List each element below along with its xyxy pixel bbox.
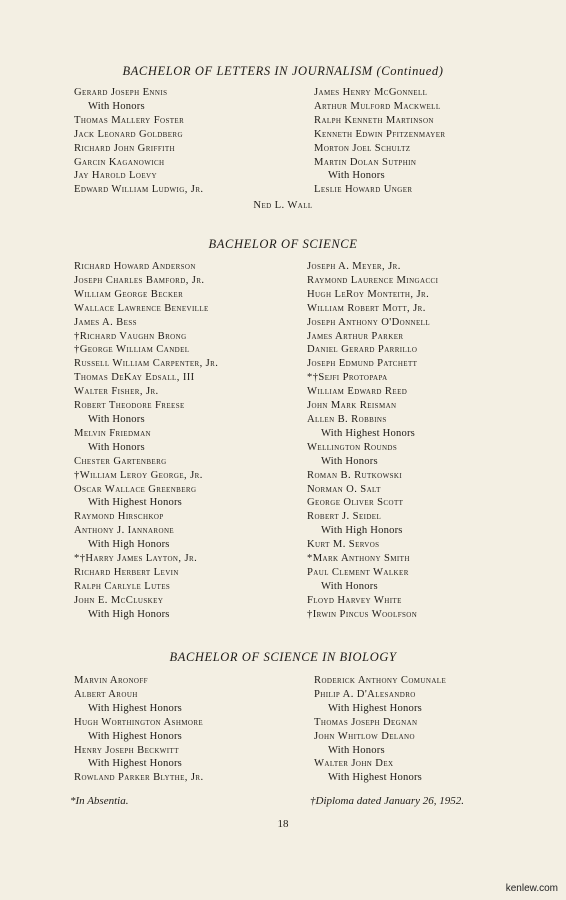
biology-right-column <box>314 674 446 785</box>
graduate-name <box>74 510 218 524</box>
honor-line: With Honors <box>321 455 378 467</box>
graduate-name-text: Robert J. Seidel <box>307 511 382 523</box>
graduate-name-text: Martin Dolan Sutphin <box>314 156 417 168</box>
graduate-name <box>314 100 446 114</box>
honor-line: With Honors <box>88 413 145 425</box>
graduate-name-text: Floyd Harvey White <box>307 594 402 606</box>
section-heading-science: BACHELOR OF SCIENCE <box>208 237 358 251</box>
graduate-name-text: Joseph Charles Bamford, Jr. <box>74 274 205 286</box>
honor-line: With Highest Honors <box>321 427 416 439</box>
graduate-name <box>314 688 446 702</box>
graduate-name <box>74 302 218 316</box>
graduate-name <box>307 343 438 357</box>
honor-line: With Highest Honors <box>88 730 183 742</box>
graduate-name <box>307 413 438 427</box>
graduate-name-text: Kurt M. Servos <box>307 539 380 551</box>
graduate-name <box>307 330 438 344</box>
honor-line: With High Honors <box>88 608 170 620</box>
graduate-name-text: Anthony J. Iannarone <box>74 525 175 537</box>
honor-line: With Honors <box>328 744 385 756</box>
honor-line: With High Honors <box>88 539 170 551</box>
graduate-name-text: Gerard Joseph Ennis <box>74 87 168 98</box>
graduate-name <box>314 156 446 170</box>
graduate-name <box>74 566 218 580</box>
graduate-name <box>307 441 438 455</box>
graduate-name <box>314 730 446 744</box>
journalism-left-column <box>74 86 203 197</box>
honor-line: With High Honors <box>321 525 403 537</box>
graduate-name <box>74 716 204 730</box>
graduate-name-text: Rowland Parker Blythe, Jr. <box>74 772 204 784</box>
science-right-column <box>307 260 438 622</box>
graduate-name <box>307 357 438 371</box>
graduate-name <box>307 260 438 274</box>
graduate-name <box>74 594 218 608</box>
graduate-name <box>74 114 203 128</box>
graduate-name-text: Walter John Dex <box>314 758 394 770</box>
graduate-name <box>74 385 218 399</box>
footnote-mark: *† <box>74 553 86 565</box>
graduate-name <box>74 183 203 197</box>
graduate-name <box>74 580 218 594</box>
graduate-name-text: John Whitlow Delano <box>314 730 415 742</box>
graduate-name-text: Jay Harold Loevy <box>74 170 157 182</box>
graduate-name-text: Thomas DeKay Edsall, III <box>74 372 195 384</box>
graduate-name-text: George William Candel <box>79 344 190 356</box>
graduate-name <box>74 128 203 142</box>
graduate-name-text: Robert Theodore Freese <box>74 400 185 412</box>
honor-line: With Honors <box>88 441 145 453</box>
graduate-name-text: Richard Herbert Levin <box>74 566 179 578</box>
graduate-name <box>74 469 218 483</box>
graduate-name <box>314 114 446 128</box>
graduate-name <box>307 288 438 302</box>
graduate-name-text: Leslie Howard Unger <box>314 184 413 196</box>
graduate-name-text: John E. McCluskey <box>74 594 164 606</box>
graduate-name <box>314 716 446 730</box>
graduate-name-text: Mark Anthony Smith <box>312 553 410 565</box>
honor-line: With Highest Honors <box>328 702 423 714</box>
graduate-name-text: Richard John Griffith <box>74 142 175 154</box>
graduate-name-text: Norman O. Salt <box>307 483 381 495</box>
graduate-name-text: Raymond Hirschkop <box>74 511 164 523</box>
graduate-name <box>314 757 446 771</box>
footnote-in-absentia: *In Absentia. <box>70 795 129 807</box>
graduate-name <box>74 86 203 100</box>
graduate-name <box>74 427 218 441</box>
graduate-name-text: Marvin Aronoff <box>74 675 148 686</box>
graduate-name-text: James A. Bess <box>74 316 137 328</box>
graduate-name-text: Hugh Worthington Ashmore <box>74 716 204 728</box>
graduate-name-text: Morton Joel Schultz <box>314 142 411 154</box>
graduate-name <box>314 674 446 688</box>
graduate-name-text: Russell William Carpenter, Jr. <box>74 358 219 370</box>
graduate-name <box>74 399 218 413</box>
graduate-name-text: Irwin Pincus Woolfson <box>312 608 418 620</box>
graduate-name-text: Wallace Lawrence Beneville <box>74 302 209 314</box>
graduate-name <box>307 399 438 413</box>
graduate-name <box>307 483 438 497</box>
honor-line: With Highest Honors <box>88 758 183 770</box>
graduate-name-text: Ralph Carlyle Lutes <box>74 580 171 592</box>
graduate-name-text: Thomas Mallery Foster <box>74 114 185 126</box>
graduate-name <box>74 688 204 702</box>
graduate-name-text: Hugh LeRoy Monteith, Jr. <box>307 288 430 300</box>
graduate-name-text: Albert Arouh <box>74 688 138 700</box>
graduate-name <box>314 128 446 142</box>
graduate-name <box>74 371 218 385</box>
graduate-name <box>307 566 438 580</box>
graduate-name <box>74 771 204 785</box>
footnote-mark: † <box>307 608 313 620</box>
graduate-name-text: Raymond Laurence Mingacci <box>307 274 439 286</box>
biology-left-column <box>74 674 204 785</box>
graduate-name <box>307 538 438 552</box>
graduate-name <box>74 357 218 371</box>
graduate-name <box>307 302 438 316</box>
footnote-mark: † <box>74 330 80 342</box>
graduate-name-text: James Henry McGonnell <box>314 87 428 98</box>
page-number: 18 <box>277 818 289 830</box>
graduate-name-text: Philip A. D'Alesandro <box>314 688 416 700</box>
graduate-name <box>307 608 438 622</box>
honor-line: With Highest Honors <box>88 702 183 714</box>
graduate-name-text: William Leroy George, Jr. <box>79 469 203 481</box>
graduate-name <box>74 552 218 566</box>
graduate-name-text: Roderick Anthony Comunale <box>314 675 447 686</box>
source-watermark: kenlew.com <box>505 883 558 894</box>
graduate-name <box>74 330 218 344</box>
graduate-name-text: Joseph A. Meyer, Jr. <box>307 261 401 272</box>
honor-line: With Highest Honors <box>88 497 183 509</box>
graduate-name <box>307 274 438 288</box>
graduate-name-text: Thomas Joseph Degnan <box>314 716 418 728</box>
graduate-name <box>74 455 218 469</box>
graduate-name-text: Allen B. Robbins <box>307 413 387 425</box>
journalism-centered-name: Ned L. Wall <box>253 200 313 211</box>
footnote-diploma-date: †Diploma dated January 26, 1952. <box>310 795 464 807</box>
graduate-name <box>307 510 438 524</box>
graduate-name <box>307 469 438 483</box>
graduate-name <box>74 524 218 538</box>
graduate-name-text: Garcin Kaganowich <box>74 156 165 168</box>
graduate-name <box>74 343 218 357</box>
graduate-name <box>74 288 218 302</box>
graduate-name-text: Kenneth Edwin Pfitzenmayer <box>314 128 446 140</box>
graduate-name <box>314 183 446 197</box>
graduate-name <box>314 142 446 156</box>
graduate-name-text: Edward William Ludwig, Jr. <box>74 184 204 196</box>
graduate-name <box>307 371 438 385</box>
graduate-name-text: Joseph Edmund Patchett <box>307 358 418 370</box>
honor-line: With Honors <box>328 170 385 182</box>
graduate-name-text: Richard Howard Anderson <box>74 261 196 272</box>
graduate-name-text: Jack Leonard Goldberg <box>74 128 183 140</box>
graduate-name-text: Sejfi Protopapa <box>318 372 388 384</box>
graduate-name <box>307 552 438 566</box>
graduate-name <box>307 316 438 330</box>
section-heading-biology: BACHELOR OF SCIENCE IN BIOLOGY <box>169 650 397 664</box>
graduate-name-text: Henry Joseph Beckwitt <box>74 744 179 756</box>
graduate-name-text: Walter Fisher, Jr. <box>74 386 159 398</box>
graduate-name <box>74 744 204 758</box>
graduate-name-text: Ralph Kenneth Martinson <box>314 114 434 126</box>
science-left-column <box>74 260 218 622</box>
graduate-name <box>307 594 438 608</box>
graduate-name <box>74 316 218 330</box>
graduate-name-text: John Mark Reisman <box>307 400 397 412</box>
graduate-name-text: Daniel Gerard Parrillo <box>307 344 418 356</box>
graduate-name-text: Roman B. Rutkowski <box>307 469 403 481</box>
graduate-name-text: Wellington Rounds <box>307 441 398 453</box>
graduate-name <box>74 169 203 183</box>
graduate-name-text: Melvin Friedman <box>74 427 151 439</box>
footnote-mark: † <box>74 344 80 356</box>
graduate-name-text: Arthur Mulford Mackwell <box>314 100 441 112</box>
journalism-right-column <box>314 86 446 197</box>
graduate-name <box>74 274 218 288</box>
graduate-name-text: William George Becker <box>74 288 184 300</box>
graduate-name-text: Paul Clement Walker <box>307 566 409 578</box>
footnote-mark: † <box>74 469 80 481</box>
graduate-name <box>74 142 203 156</box>
graduate-name-text: William Robert Mott, Jr. <box>307 302 426 314</box>
graduate-name-text: Chester Gartenberg <box>74 455 167 467</box>
honor-line: With Honors <box>88 100 145 112</box>
graduate-name-text: Harry James Layton, Jr. <box>85 553 198 565</box>
graduate-name <box>74 156 203 170</box>
graduate-name <box>307 385 438 399</box>
graduate-name <box>314 86 446 100</box>
graduate-name-text: George Oliver Scott <box>307 497 404 509</box>
graduate-name-text: Joseph Anthony O'Donnell <box>307 316 431 328</box>
graduate-name-text: Richard Vaughn Brong <box>79 330 187 342</box>
graduate-name-text: Oscar Wallace Greenberg <box>74 483 197 495</box>
graduate-name-text: William Edward Reed <box>307 386 408 398</box>
graduate-name <box>74 260 218 274</box>
graduate-name <box>74 483 218 497</box>
section-heading-journalism: BACHELOR OF LETTERS IN JOURNALISM (Continued) <box>122 64 444 78</box>
honor-line: With Honors <box>321 580 378 592</box>
honor-line: With Highest Honors <box>328 772 423 784</box>
graduate-name <box>307 496 438 510</box>
graduate-name-text: James Arthur Parker <box>307 330 404 342</box>
footnote-mark: * <box>307 553 313 565</box>
graduate-name <box>74 674 204 688</box>
footnote-mark: *† <box>307 372 319 384</box>
